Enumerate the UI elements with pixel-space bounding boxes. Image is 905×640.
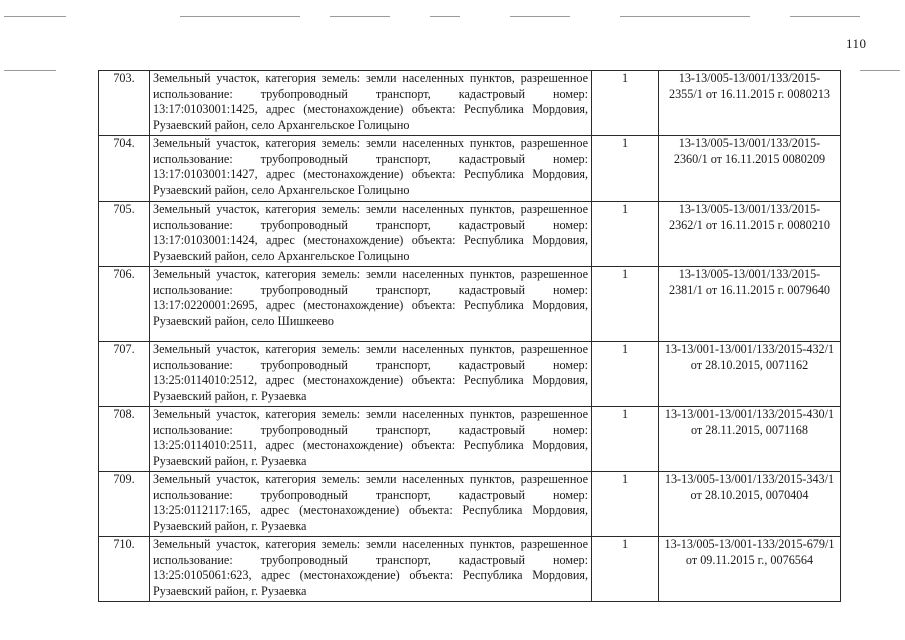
object-quantity: 1 <box>592 407 659 472</box>
table-row <box>99 136 841 202</box>
object-description: Земельный участок, категория земель: земли населенных пунктов, разрешенное использование: трубопроводный транспорт, кадастровый номер: 13:17:0220001:2695, адрес (местонахождение) объекта: Республика Мордовия, Рузаевский район, село Шишкеево <box>150 267 592 342</box>
table-row <box>99 71 841 136</box>
table-row <box>99 342 841 407</box>
table-row <box>99 537 841 602</box>
property-registry-table <box>98 70 841 602</box>
registration-record: 13-13/005-13/001-133/2015-679/1 от 09.11.2015 г., 0076564 <box>659 537 841 602</box>
registration-record: 13-13/005-13/001/133/2015-343/1 от 28.10.2015, 0070404 <box>659 472 841 537</box>
object-description: Земельный участок, категория земель: земли населенных пунктов, разрешенное использование: трубопроводный транспорт, кадастровый номер: 13:25:0112117:165, адрес (местонахождение) объекта: Республика Мордовия, Рузаевский район, г. Рузаевка <box>150 472 592 537</box>
margin-mark <box>860 70 900 71</box>
object-quantity: 1 <box>592 537 659 602</box>
scan-mark <box>330 16 390 17</box>
scan-mark <box>180 16 300 17</box>
table-row <box>99 267 841 342</box>
row-number: 709. <box>99 472 150 537</box>
row-number: 707. <box>99 342 150 407</box>
table-row <box>99 202 841 267</box>
scan-mark <box>430 16 460 17</box>
object-description: Земельный участок, категория земель: земли населенных пунктов, разрешенное использование: трубопроводный транспорт, кадастровый номер: 13:17:0103001:1427, адрес (местонахождение) объекта: Республика Мордовия, Рузаевский район, село Архангельское Голицыно <box>150 136 592 202</box>
scan-mark <box>510 16 570 17</box>
object-quantity: 1 <box>592 342 659 407</box>
object-description: Земельный участок, категория земель: земли населенных пунктов, разрешенное использование: трубопроводный транспорт, кадастровый номер: 13:25:0105061:623, адрес (местонахождение) объекта: Республика Мордовия, Рузаевский район, г. Рузаевка <box>150 537 592 602</box>
object-quantity: 1 <box>592 267 659 342</box>
registration-record: 13-13/001-13/001/133/2015-432/1 от 28.10.2015, 0071162 <box>659 342 841 407</box>
registration-record: 13-13/005-13/001/133/2015-2381/1 от 16.11.2015 г. 0079640 <box>659 267 841 342</box>
object-description: Земельный участок, категория земель: земли населенных пунктов, разрешенное использование: трубопроводный транспорт, кадастровый номер: 13:17:0103001:1425, адрес (местонахождение) объекта: Республика Мордовия, Рузаевский район, село Архангельское Голицыно <box>150 71 592 136</box>
row-number: 705. <box>99 202 150 267</box>
scan-mark <box>790 16 860 17</box>
object-quantity: 1 <box>592 472 659 537</box>
registration-record: 13-13/005-13/001/133/2015-2355/1 от 16.11.2015 г. 0080213 <box>659 71 841 136</box>
row-number: 704. <box>99 136 150 202</box>
object-quantity: 1 <box>592 136 659 202</box>
object-description: Земельный участок, категория земель: земли населенных пунктов, разрешенное использование: трубопроводный транспорт, кадастровый номер: 13:25:0114010:2512, адрес (местонахождение) объекта: Республика Мордовия, Рузаевский район, г. Рузаевка <box>150 342 592 407</box>
row-number: 706. <box>99 267 150 342</box>
registration-record: 13-13/005-13/001/133/2015-2362/1 от 16.11.2015 г. 0080210 <box>659 202 841 267</box>
table-row <box>99 472 841 537</box>
registration-record: 13-13/001-13/001/133/2015-430/1 от 28.11.2015, 0071168 <box>659 407 841 472</box>
object-quantity: 1 <box>592 71 659 136</box>
object-description: Земельный участок, категория земель: земли населенных пунктов, разрешенное использование: трубопроводный транспорт, кадастровый номер: 13:25:0114010:2511, адрес (местонахождение) объекта: Республика Мордовия, Рузаевский район, г. Рузаевка <box>150 407 592 472</box>
page-number: 110 <box>846 36 867 51</box>
row-number: 710. <box>99 537 150 602</box>
registration-record: 13-13/005-13/001/133/2015-2360/1 от 16.11.2015 0080209 <box>659 136 841 202</box>
row-number: 708. <box>99 407 150 472</box>
scan-mark <box>620 16 750 17</box>
row-number: 703. <box>99 71 150 136</box>
object-description: Земельный участок, категория земель: земли населенных пунктов, разрешенное использование: трубопроводный транспорт, кадастровый номер: 13:17:0103001:1424, адрес (местонахождение) объекта: Республика Мордовия, Рузаевский район, село Архангельское Голицыно <box>150 202 592 267</box>
object-quantity: 1 <box>592 202 659 267</box>
scan-artifacts <box>0 10 905 24</box>
margin-mark <box>4 70 56 71</box>
table-row <box>99 407 841 472</box>
scan-mark <box>4 16 66 17</box>
